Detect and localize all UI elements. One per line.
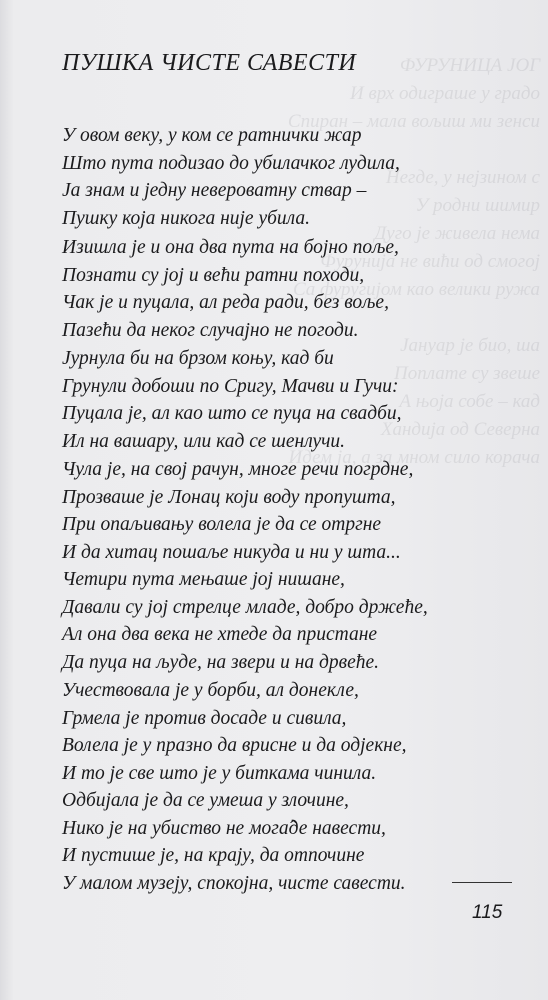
verse-line: Пуцала је, ал као што се пуца на свадби,	[62, 403, 402, 424]
verse-line: И то је све што је у биткама чинила.	[62, 762, 377, 784]
verse-line: Нико је на убиство не мога̂де навести,	[62, 817, 386, 839]
verse-line: Ил на вашару, или кад се шенлучи.	[62, 430, 346, 452]
verse-line: И да хитац пошаље никуда и ни у шта...	[62, 541, 401, 563]
stanza-6	[62, 677, 482, 787]
verse-line: Грунули добоши по Сригу, Мачви и Гучи:	[62, 375, 399, 397]
footer-rule	[452, 882, 512, 883]
verse-line: Што пута подизао до убилачког лудила,	[62, 152, 400, 174]
verse-line: Пазећи да неког случајно не погоди.	[62, 319, 359, 341]
verse-line: Познати су јој и већи ратни походи,	[62, 264, 365, 286]
verse-line: И пустише је, на крају, да отпочине	[62, 845, 365, 866]
verse-line: Волела је у празно да врисне и да одјекне,	[62, 735, 407, 756]
poem-title: ПУШКА ЧИСТЕ САВЕСТИ	[62, 50, 357, 76]
verse-line: Пушку која никога није убила.	[62, 207, 311, 229]
verse-line: Давали су јој стрелце младе, добро држеће,	[62, 596, 428, 618]
verse-line: При опаљивању волела је да се отргне	[62, 514, 382, 535]
verse-line: Изишла је и она два пута на бојно поље,	[62, 237, 399, 258]
page-number: 115	[472, 902, 503, 923]
stanza-2	[62, 234, 482, 344]
verse-line: Да пуца на људе, на звери и на дрвеће.	[62, 651, 380, 673]
stanza-1	[62, 122, 482, 232]
verse-line: Грмела је против досаде и сивила,	[62, 707, 347, 729]
stanza-3	[62, 345, 482, 455]
verse-line: У овом веку, у ком се ратнички жар	[62, 125, 362, 146]
verse-line: Одбијала је да се умеша у злочине,	[62, 790, 349, 811]
stanza-5	[62, 566, 482, 676]
verse-line: Четири пута мењаше јој нишане,	[62, 569, 345, 590]
verse-line: Прозваше је Лонац који воду пропушта,	[62, 486, 396, 508]
verse-line: Јурнула би на брзом коњу, кад би	[62, 348, 334, 369]
show-through-text: ФУРУНИЦА ЈОГ И врх одиграше у градо Спиран – мала вољиш ми зенси Негде, у нејзином с У родни шимир Дуго је живела нема Фурунија не вићи од смогој Са фуругијом као велики ружа Јануар је био, ша Поплате су звеше А њоја собе – кад Хандија од Северна Идем ја, а за мном сило корача	[287, 55, 540, 468]
verse-line: У малом музеју, спокојна, чисте савести.	[62, 872, 406, 894]
verse-line: Ал она два века не хтеде да пристане	[62, 624, 378, 645]
verse-line: Чула је, на свој рачун, многе речи погрдне,	[62, 459, 414, 480]
verse-line: Учествовала је у борби, ал донекле,	[62, 680, 359, 701]
stanza-4	[62, 456, 482, 566]
stanza-7	[62, 787, 482, 897]
verse-line: Ја знам и једну невероватну ствар –	[62, 180, 367, 201]
verse-line: Чак је и пуцала, ал реда ради, без воље,	[62, 292, 389, 313]
